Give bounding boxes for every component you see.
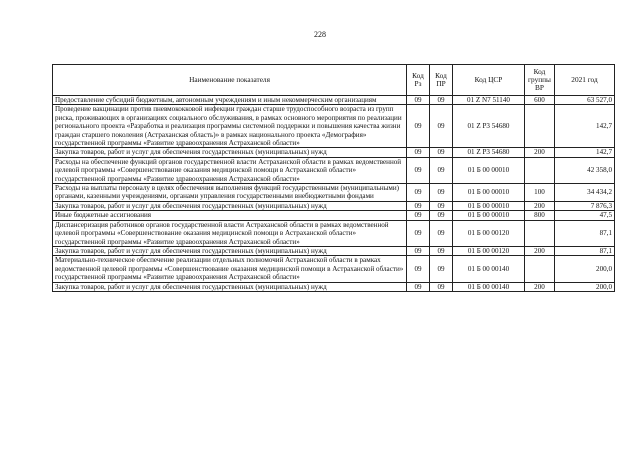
table-row [53, 211, 615, 220]
table-row [53, 96, 615, 105]
cell-rz: 09 [407, 211, 430, 220]
cell-vr: 200 [525, 201, 555, 210]
cell-name: Предоставление субсидий бюджетным, автономным учреждениям и иным некоммерческим организациям [53, 96, 407, 105]
cell-rz: 09 [407, 105, 430, 148]
cell-rz: 09 [407, 282, 430, 291]
cell-name: Диспансеризация работников органов государственной власти Астраханской области в рамках ведомственной целевой программы «Совершенствование оказания медицинской помощи в Астраханской области» государственной программы «Развитие здравоохранения Астраханской области» [53, 220, 407, 246]
cell-pr: 09 [430, 157, 453, 183]
cell-rz: 09 [407, 256, 430, 282]
header-pr: Код ПР [430, 65, 453, 96]
cell-csr: 01 Z P3 54680 [453, 148, 525, 157]
cell-pr: 09 [430, 211, 453, 220]
cell-pr: 09 [430, 282, 453, 291]
cell-pr: 09 [430, 256, 453, 282]
cell-name: Расходы на обеспечение функций органов государственной власти Астраханской области в рамках ведомственной целевой программы «Совершенствование оказания медицинской помощи в Астраханской области» государственной программы «Развитие здравоохранения Астраханской области» [53, 157, 407, 183]
cell-rz: 09 [407, 96, 430, 105]
cell-name: Закупка товаров, работ и услуг для обеспечения государственных (муниципальных) нужд [53, 148, 407, 157]
cell-amount: 87,1 [555, 220, 615, 246]
cell-rz: 09 [407, 201, 430, 210]
cell-name: Проведение вакцинации против пневмококковой инфекции граждан старше трудоспособного возраста из групп риска, проживающих в организациях социального обслуживания, в рамках основного мероприятия по реализации регионального проекта «Разработка и реализация программы системной поддержки и повышения качества жизни граждан старшего поколения (Астраханская область)» в рамках национального проекта «Демография» государственной программы «Развитие здравоохранения Астраханской области» [53, 105, 407, 148]
cell-amount: 7 876,3 [555, 201, 615, 210]
table-row [53, 157, 615, 183]
header-year: 2021 год [555, 65, 615, 96]
cell-name: Закупка товаров, работ и услуг для обеспечения государственных (муниципальных) нужд [53, 201, 407, 210]
cell-name: Материально-техническое обеспечение реализации отдельных полномочий Астраханской области в рамках ведомственной целевой программы «Совершенствование оказания медицинской помощи в Астраханской области» государственной программы «Развитие здравоохранения Астраханской области» [53, 256, 407, 282]
table-row [53, 282, 615, 291]
cell-rz: 09 [407, 157, 430, 183]
cell-amount: 200,0 [555, 256, 615, 282]
table-row [53, 148, 615, 157]
cell-amount: 42 358,0 [555, 157, 615, 183]
cell-amount: 87,1 [555, 246, 615, 255]
header-csr: Код ЦСР [453, 65, 525, 96]
cell-amount: 200,0 [555, 282, 615, 291]
cell-rz: 09 [407, 184, 430, 202]
cell-csr: 01 Б 00 00120 [453, 220, 525, 246]
cell-pr: 09 [430, 184, 453, 202]
table-row [53, 201, 615, 210]
table-row [53, 220, 615, 246]
cell-vr: 200 [525, 148, 555, 157]
cell-vr: 600 [525, 96, 555, 105]
table-row [53, 184, 615, 202]
budget-table [52, 64, 615, 292]
table-header-row [53, 65, 615, 96]
cell-csr: 01 Z N7 51140 [453, 96, 525, 105]
cell-amount: 34 434,2 [555, 184, 615, 202]
cell-vr [525, 157, 555, 183]
cell-csr: 01 Z P3 54680 [453, 105, 525, 148]
cell-pr: 09 [430, 148, 453, 157]
table-row [53, 256, 615, 282]
cell-csr: 01 Б 00 00010 [453, 184, 525, 202]
cell-vr [525, 105, 555, 148]
cell-amount: 142,7 [555, 148, 615, 157]
header-rz: Код Рз [407, 65, 430, 96]
cell-pr: 09 [430, 201, 453, 210]
cell-vr: 800 [525, 211, 555, 220]
cell-name: Закупка товаров, работ и услуг для обеспечения государственных (муниципальных) нужд [53, 282, 407, 291]
page-number: 228 [314, 30, 326, 39]
cell-pr: 09 [430, 246, 453, 255]
header-vr: Код группы ВР [525, 65, 555, 96]
cell-csr: 01 Б 00 00010 [453, 211, 525, 220]
cell-rz: 09 [407, 220, 430, 246]
cell-vr: 100 [525, 184, 555, 202]
cell-pr: 09 [430, 220, 453, 246]
cell-pr: 09 [430, 105, 453, 148]
table-row [53, 246, 615, 255]
cell-name: Расходы на выплаты персоналу в целях обеспечения выполнения функций государственными (муниципальными) органами, казенными учреждениями, органами управления государственными внебюджетными фондами [53, 184, 407, 202]
header-name: Наименование показателя [53, 65, 407, 96]
cell-csr: 01 Б 00 00120 [453, 246, 525, 255]
cell-rz: 09 [407, 148, 430, 157]
cell-vr: 200 [525, 246, 555, 255]
cell-vr [525, 220, 555, 246]
cell-amount: 142,7 [555, 105, 615, 148]
cell-name: Закупка товаров, работ и услуг для обеспечения государственных (муниципальных) нужд [53, 246, 407, 255]
cell-csr: 01 Б 00 00010 [453, 201, 525, 210]
cell-rz: 09 [407, 246, 430, 255]
cell-name: Иные бюджетные ассигнования [53, 211, 407, 220]
cell-csr: 01 Б 00 00140 [453, 282, 525, 291]
cell-vr: 200 [525, 282, 555, 291]
cell-amount: 47,5 [555, 211, 615, 220]
table-row [53, 105, 615, 148]
cell-csr: 01 Б 00 00010 [453, 157, 525, 183]
cell-pr: 09 [430, 96, 453, 105]
cell-amount: 63 527,0 [555, 96, 615, 105]
cell-csr: 01 Б 00 00140 [453, 256, 525, 282]
cell-vr [525, 256, 555, 282]
